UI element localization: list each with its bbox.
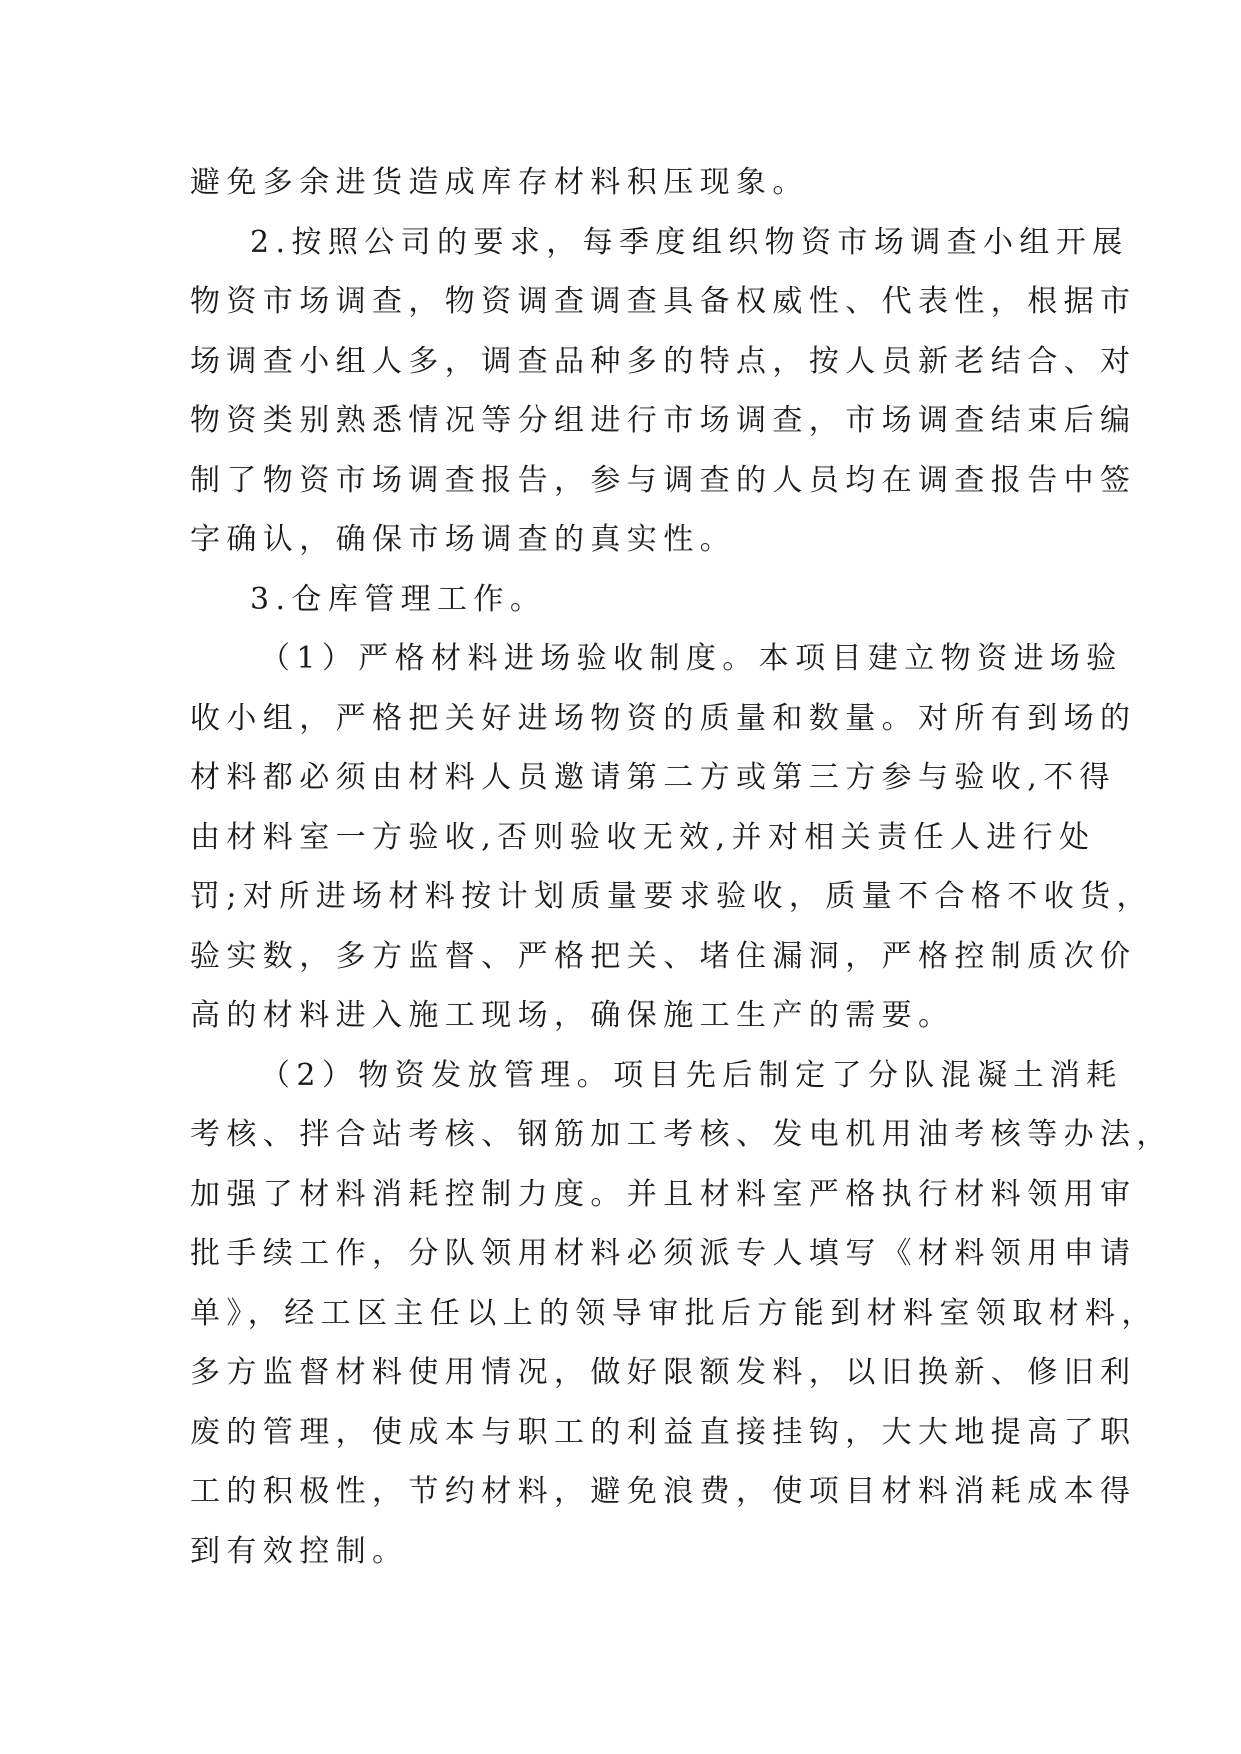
- text-line: 罚;对所进场材料按计划质量要求验收，质量不合格不收货，: [190, 879, 1153, 914]
- text-line: 场调查小组人多，调查品种多的特点，按人员新老结合、对: [190, 343, 1137, 379]
- text-line: 由材料室一方验收,否则验收无效,并对相关责任人进行处: [190, 819, 1096, 855]
- text-line: 废的管理，使成本与职工的利益直接挂钩，大大地提高了职: [190, 1414, 1137, 1450]
- text-line: 收小组，严格把关好进场物资的质量和数量。对所有到场的: [190, 700, 1137, 736]
- paragraph-2-start: 2.按照公司的要求，每季度组织物资市场调查小组开展: [250, 224, 1129, 260]
- text-line: 高的材料进入施工现场，确保施工生产的需要。: [190, 998, 955, 1033]
- text-line: 材料都必须由材料人员邀请第二方或第三方参与验收,不得: [190, 760, 1116, 795]
- subparagraph-1-start: （1）严格材料进场验收制度。本项目建立物资进场验: [260, 641, 1123, 676]
- text-line: 单》，经工区主任以上的领导审批后方能到材料室领取材料，: [190, 1295, 1158, 1331]
- subparagraph-2-start: （2）物资发放管理。项目先后制定了分队混凝土消耗: [260, 1057, 1123, 1093]
- text-line: 验实数，多方监督、严格把关、堵住漏洞，严格控制质次价: [190, 938, 1137, 974]
- text-line: 考核、拌合站考核、钢筋加工考核、发电机用油考核等办法，: [190, 1117, 1173, 1152]
- text-line: 批手续工作，分队领用材料必须派专人填写《材料领用申请: [190, 1236, 1137, 1271]
- text-line: 多方监督材料使用情况，做好限额发料，以旧换新、修旧利: [190, 1355, 1137, 1390]
- text-line: 物资市场调查，物资调查调查具备权威性、代表性，根据市: [190, 284, 1137, 319]
- text-line: 到有效控制。: [190, 1533, 409, 1569]
- text-line: 物资类别熟悉情况等分组进行市场调查，市场调查结束后编: [190, 403, 1137, 438]
- text-line: 字确认，确保市场调查的真实性。: [190, 522, 736, 557]
- text-line: 制了物资市场调查报告，参与调查的人员均在调查报告中签: [190, 462, 1137, 498]
- text-line: 工的积极性，节约材料，避免浪费，使项目材料消耗成本得: [190, 1474, 1137, 1509]
- text-line: 避免多余进货造成库存材料积压现象。: [190, 165, 809, 200]
- section-heading-warehouse: 3.仓库管理工作。: [250, 581, 547, 617]
- body-text: [190, 153, 1173, 1581]
- text-line: 加强了材料消耗控制力度。并且材料室严格执行材料领用审: [190, 1176, 1137, 1212]
